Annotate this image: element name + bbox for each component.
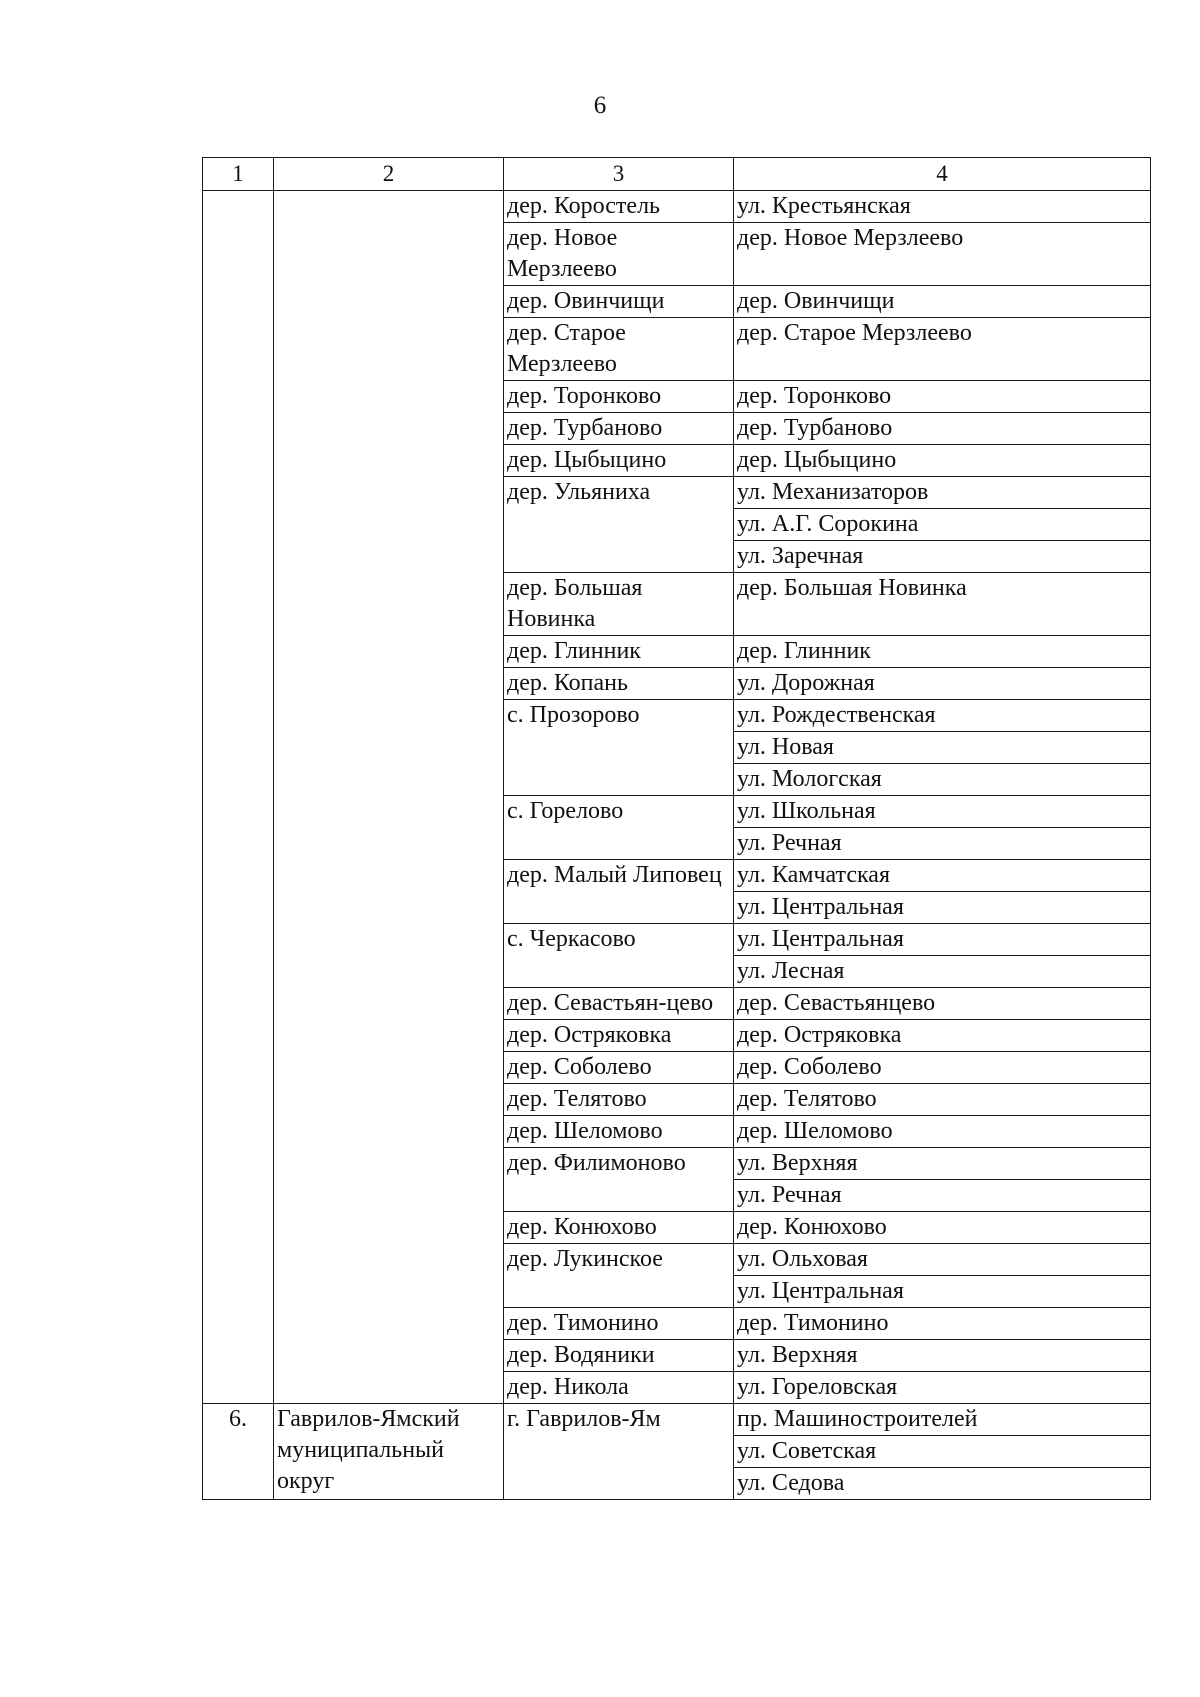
street-cell: дер. Торонково (734, 381, 1151, 413)
locality-cell: дер. Турбаново (504, 413, 734, 445)
header-col-4: 4 (734, 158, 1151, 191)
street-cell: дер. Глинник (734, 636, 1151, 668)
locality-cell: дер. Лукинское (504, 1244, 734, 1308)
street-cell: ул. Новая (734, 732, 1151, 764)
locality-cell: дер. Телятово (504, 1084, 734, 1116)
street-cell: дер. Тимонино (734, 1308, 1151, 1340)
street-cell: дер. Севастьянцево (734, 988, 1151, 1020)
locality-cell: дер. Торонково (504, 381, 734, 413)
street-cell: ул. Советская (734, 1436, 1151, 1468)
street-cell: ул. А.Г. Сорокина (734, 509, 1151, 541)
street-cell: дер. Конюхово (734, 1212, 1151, 1244)
street-cell: ул. Механизаторов (734, 477, 1151, 509)
street-cell: ул. Речная (734, 828, 1151, 860)
header-col-2: 2 (274, 158, 504, 191)
table-row (203, 1404, 1151, 1436)
locality-cell: дер. Глинник (504, 636, 734, 668)
locality-cell: г. Гаврилов-Ям (504, 1404, 734, 1500)
locality-cell: дер. Севастьян-цево (504, 988, 734, 1020)
district-cell: Гаврилов-Ямский муниципальный округ (274, 1404, 504, 1500)
street-cell: ул. Центральная (734, 892, 1151, 924)
street-cell: ул. Гореловская (734, 1372, 1151, 1404)
street-cell: ул. Мологская (734, 764, 1151, 796)
header-row (203, 158, 1151, 191)
locality-cell: с. Горелово (504, 796, 734, 860)
header-col-3: 3 (504, 158, 734, 191)
header-col-1: 1 (203, 158, 274, 191)
locality-cell: с. Черкасово (504, 924, 734, 988)
locality-cell: дер. Конюхово (504, 1212, 734, 1244)
table-row (203, 191, 1151, 223)
locality-cell: дер. Старое Мерзлеево (504, 318, 734, 381)
street-cell: дер. Остряковка (734, 1020, 1151, 1052)
address-table (202, 157, 1151, 1500)
street-cell: ул. Заречная (734, 541, 1151, 573)
table-body (203, 158, 1151, 1500)
street-cell: дер. Большая Новинка (734, 573, 1151, 636)
street-cell: дер. Соболево (734, 1052, 1151, 1084)
street-cell: ул. Центральная (734, 1276, 1151, 1308)
district-cell (274, 191, 504, 1404)
street-cell: дер. Новое Мерзлеево (734, 223, 1151, 286)
locality-cell: дер. Овинчищи (504, 286, 734, 318)
locality-cell: с. Прозорово (504, 700, 734, 796)
locality-cell: дер. Водяники (504, 1340, 734, 1372)
street-cell: ул. Верхняя (734, 1148, 1151, 1180)
locality-cell: дер. Соболево (504, 1052, 734, 1084)
street-cell: дер. Шеломово (734, 1116, 1151, 1148)
street-cell: дер. Телятово (734, 1084, 1151, 1116)
page-number: 6 (593, 92, 607, 119)
locality-cell: дер. Большая Новинка (504, 573, 734, 636)
locality-cell: дер. Шеломово (504, 1116, 734, 1148)
locality-cell: дер. Ульяниха (504, 477, 734, 573)
locality-cell: дер. Тимонино (504, 1308, 734, 1340)
street-cell: ул. Школьная (734, 796, 1151, 828)
locality-cell: дер. Цыбыцино (504, 445, 734, 477)
locality-cell: дер. Малый Липовец (504, 860, 734, 924)
street-cell: дер. Старое Мерзлеево (734, 318, 1151, 381)
street-cell: ул. Лесная (734, 956, 1151, 988)
locality-cell: дер. Никола (504, 1372, 734, 1404)
row-number-cell (203, 191, 274, 1404)
street-cell: ул. Дорожная (734, 668, 1151, 700)
street-cell: ул. Ольховая (734, 1244, 1151, 1276)
street-cell: дер. Овинчищи (734, 286, 1151, 318)
street-cell: ул. Верхняя (734, 1340, 1151, 1372)
locality-cell: дер. Коростель (504, 191, 734, 223)
locality-cell: дер. Филимоново (504, 1148, 734, 1212)
row-number-cell: 6. (203, 1404, 274, 1500)
street-cell: ул. Центральная (734, 924, 1151, 956)
street-cell: ул. Рождественская (734, 700, 1151, 732)
street-cell: пр. Машиностроителей (734, 1404, 1151, 1436)
street-cell: ул. Седова (734, 1468, 1151, 1500)
locality-cell: дер. Остряковка (504, 1020, 734, 1052)
street-cell: ул. Крестьянская (734, 191, 1151, 223)
locality-cell: дер. Новое Мерзлеево (504, 223, 734, 286)
street-cell: дер. Цыбыцино (734, 445, 1151, 477)
locality-cell: дер. Копань (504, 668, 734, 700)
street-cell: дер. Турбаново (734, 413, 1151, 445)
street-cell: ул. Камчатская (734, 860, 1151, 892)
street-cell: ул. Речная (734, 1180, 1151, 1212)
